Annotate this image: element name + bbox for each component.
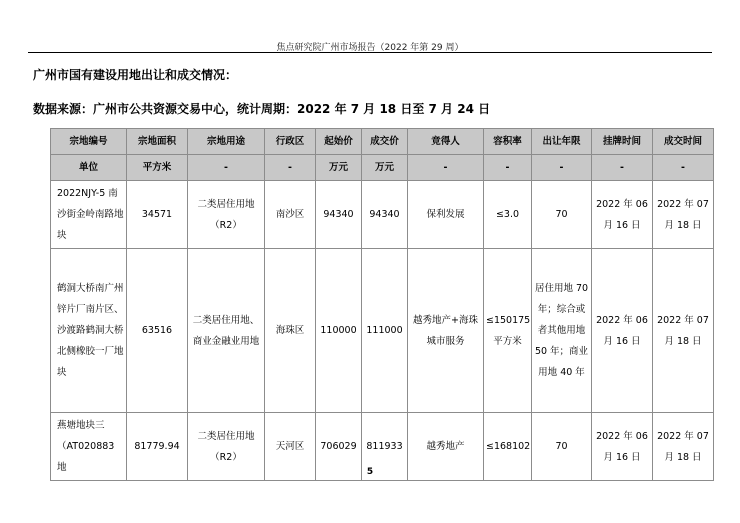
- winner-cell: 越秀地产: [408, 413, 484, 481]
- plot-id-cell: 燕塘地块三（AT020883 地: [51, 413, 127, 481]
- usage-cell: 二类居住用地、商业金融业用地: [188, 249, 265, 413]
- usage-cell: 二类居住用地（R2）: [188, 413, 265, 481]
- plot-id-cell: 鹤洞大桥南广州锌片厂南片区、沙渡路鹤洞大桥北侧橡胶一厂地块: [51, 249, 127, 413]
- header-cell: 出让年限: [532, 129, 592, 155]
- header-cell: 容积率: [484, 129, 532, 155]
- unit-cell: -: [265, 155, 316, 181]
- unit-row: [51, 155, 714, 181]
- listing-date-cell: 2022 年 06 月 16 日: [592, 249, 653, 413]
- table-row: [51, 181, 714, 249]
- district-cell: 海珠区: [265, 249, 316, 413]
- unit-cell: 万元: [316, 155, 362, 181]
- unit-cell: 平方米: [127, 155, 188, 181]
- area-cell: 34571: [127, 181, 188, 249]
- header-cell: 挂牌时间: [592, 129, 653, 155]
- far-cell: ≤150175 平方米: [484, 249, 532, 413]
- district-cell: 南沙区: [265, 181, 316, 249]
- header-rule: [28, 52, 712, 53]
- unit-cell: -: [653, 155, 714, 181]
- start-price-cell: 110000: [316, 249, 362, 413]
- term-cell: 70: [532, 181, 592, 249]
- start-price-cell: 94340: [316, 181, 362, 249]
- unit-cell: 单位: [51, 155, 127, 181]
- deal-date-cell: 2022 年 07 月 18 日: [653, 181, 714, 249]
- usage-cell: 二类居住用地（R2）: [188, 181, 265, 249]
- deal-date-cell: 2022 年 07 月 18 日: [653, 249, 714, 413]
- unit-cell: -: [532, 155, 592, 181]
- table-row: [51, 249, 714, 413]
- header-cell: 竞得人: [408, 129, 484, 155]
- plot-id-cell: 2022NJY-5 南沙街金岭南路地块: [51, 181, 127, 249]
- header-cell: 宗地编号: [51, 129, 127, 155]
- report-header: 焦点研究院广州市场报告（2022 年第 29 周）: [276, 43, 464, 53]
- start-price-cell: 706029: [316, 413, 362, 481]
- header-cell: 宗地用途: [188, 129, 265, 155]
- winner-cell: 越秀地产+海珠城市服务: [408, 249, 484, 413]
- deal-date-cell: 2022 年 07 月 18 日: [653, 413, 714, 481]
- district-cell: 天河区: [265, 413, 316, 481]
- far-cell: ≤3.0: [484, 181, 532, 249]
- header-cell: 起始价: [316, 129, 362, 155]
- deal-price-cell: 94340: [362, 181, 408, 249]
- page-number: 5: [366, 467, 374, 477]
- header-cell: 成交时间: [653, 129, 714, 155]
- land-transaction-table: [50, 128, 714, 481]
- unit-cell: -: [408, 155, 484, 181]
- header-cell: 宗地面积: [127, 129, 188, 155]
- deal-price-cell: 111000: [362, 249, 408, 413]
- listing-date-cell: 2022 年 06 月 16 日: [592, 413, 653, 481]
- unit-cell: 万元: [362, 155, 408, 181]
- header-row: [51, 129, 714, 155]
- area-cell: 81779.94: [127, 413, 188, 481]
- far-cell: ≤168102: [484, 413, 532, 481]
- area-cell: 63516: [127, 249, 188, 413]
- header-cell: 成交价: [362, 129, 408, 155]
- section-title: 广州市国有建设用地出让和成交情况：: [33, 68, 238, 82]
- deal-price-cell: 811933: [362, 413, 408, 481]
- term-cell: 70: [532, 413, 592, 481]
- unit-cell: -: [484, 155, 532, 181]
- listing-date-cell: 2022 年 06 月 16 日: [592, 181, 653, 249]
- data-source-line: 数据来源：广州市公共资源交易中心，统计周期：2022 年 7 月 18 日至 7 月 24 日: [33, 102, 491, 116]
- winner-cell: 保利发展: [408, 181, 484, 249]
- unit-cell: -: [592, 155, 653, 181]
- unit-cell: -: [188, 155, 265, 181]
- term-cell: 居住用地 70 年；综合或者其他用地 50 年；商业用地 40 年: [532, 249, 592, 413]
- header-cell: 行政区: [265, 129, 316, 155]
